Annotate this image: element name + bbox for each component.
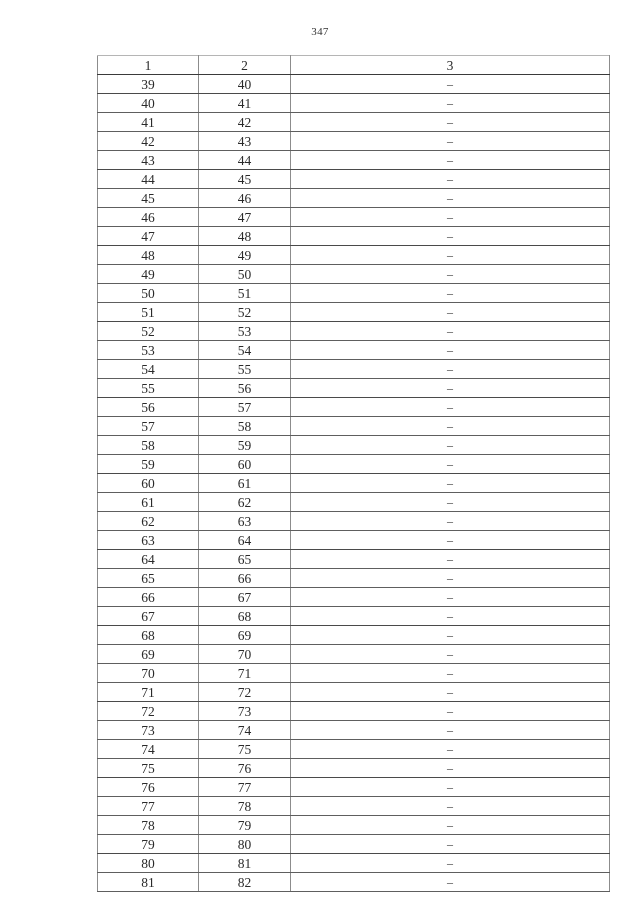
table-cell-col-2: 48 xyxy=(199,227,291,246)
table-cell-col-2: 51 xyxy=(199,284,291,303)
table-row xyxy=(98,208,610,227)
table-cell-col-1: 54 xyxy=(98,360,199,379)
table-row xyxy=(98,645,610,664)
table-row xyxy=(98,835,610,854)
table-cell-col-1: 66 xyxy=(98,588,199,607)
table-cell-col-1: 61 xyxy=(98,493,199,512)
table-cell-col-1: 60 xyxy=(98,474,199,493)
table-cell-col-3: – xyxy=(291,607,610,626)
table-cell-col-2: 68 xyxy=(199,607,291,626)
table-cell-col-1: 57 xyxy=(98,417,199,436)
table-cell-col-3: – xyxy=(291,170,610,189)
table-row xyxy=(98,854,610,873)
table-cell-col-2: 56 xyxy=(199,379,291,398)
table-cell-col-1: 67 xyxy=(98,607,199,626)
table-row xyxy=(98,94,610,113)
table-cell-col-1: 69 xyxy=(98,645,199,664)
table-cell-col-3: – xyxy=(291,94,610,113)
table-row xyxy=(98,265,610,284)
table-row xyxy=(98,569,610,588)
table-cell-col-1: 42 xyxy=(98,132,199,151)
table-cell-col-2: 40 xyxy=(199,75,291,94)
table-cell-col-3: – xyxy=(291,873,610,892)
table-body xyxy=(98,75,610,892)
table-cell-col-2: 61 xyxy=(199,474,291,493)
table-cell-col-3: – xyxy=(291,759,610,778)
table-row xyxy=(98,303,610,322)
table-cell-col-2: 77 xyxy=(199,778,291,797)
table-row xyxy=(98,683,610,702)
table-cell-col-2: 60 xyxy=(199,455,291,474)
table-cell-col-3: – xyxy=(291,113,610,132)
table-row xyxy=(98,588,610,607)
table-row xyxy=(98,607,610,626)
table-cell-col-3: – xyxy=(291,189,610,208)
table-cell-col-2: 49 xyxy=(199,246,291,265)
table-cell-col-3: – xyxy=(291,569,610,588)
table-cell-col-3: – xyxy=(291,493,610,512)
table-cell-col-2: 59 xyxy=(199,436,291,455)
table-cell-col-2: 47 xyxy=(199,208,291,227)
table-cell-col-1: 70 xyxy=(98,664,199,683)
table-row xyxy=(98,664,610,683)
table-row xyxy=(98,132,610,151)
table-cell-col-2: 75 xyxy=(199,740,291,759)
table-cell-col-1: 62 xyxy=(98,512,199,531)
table-cell-col-3: – xyxy=(291,664,610,683)
table-header-row xyxy=(98,56,610,75)
table-cell-col-2: 52 xyxy=(199,303,291,322)
table-cell-col-2: 71 xyxy=(199,664,291,683)
table-row xyxy=(98,778,610,797)
table-cell-col-2: 69 xyxy=(199,626,291,645)
table-cell-col-3: – xyxy=(291,778,610,797)
table-row xyxy=(98,873,610,892)
table-cell-col-2: 82 xyxy=(199,873,291,892)
table-row xyxy=(98,75,610,94)
table-cell-col-2: 55 xyxy=(199,360,291,379)
table-cell-col-1: 44 xyxy=(98,170,199,189)
table-cell-col-1: 73 xyxy=(98,721,199,740)
table-row xyxy=(98,322,610,341)
table-cell-col-1: 79 xyxy=(98,835,199,854)
table-row xyxy=(98,550,610,569)
table-cell-col-3: – xyxy=(291,265,610,284)
table-cell-col-3: – xyxy=(291,854,610,873)
table-row xyxy=(98,227,610,246)
table-row xyxy=(98,189,610,208)
table-row xyxy=(98,246,610,265)
table-cell-col-1: 74 xyxy=(98,740,199,759)
table-cell-col-1: 41 xyxy=(98,113,199,132)
table-cell-col-3: – xyxy=(291,284,610,303)
table-row xyxy=(98,740,610,759)
table-row xyxy=(98,474,610,493)
table-cell-col-3: – xyxy=(291,835,610,854)
table-row xyxy=(98,702,610,721)
table-cell-col-2: 53 xyxy=(199,322,291,341)
table-cell-col-2: 78 xyxy=(199,797,291,816)
table-row xyxy=(98,417,610,436)
table-cell-col-1: 77 xyxy=(98,797,199,816)
page-number: 347 xyxy=(311,26,329,38)
table-row xyxy=(98,797,610,816)
table-cell-col-1: 68 xyxy=(98,626,199,645)
column-header-1: 1 xyxy=(98,56,199,75)
table-cell-col-1: 78 xyxy=(98,816,199,835)
table-cell-col-1: 75 xyxy=(98,759,199,778)
table-cell-col-2: 72 xyxy=(199,683,291,702)
table-cell-col-3: – xyxy=(291,474,610,493)
table-row xyxy=(98,398,610,417)
table-cell-col-1: 71 xyxy=(98,683,199,702)
table-cell-col-1: 80 xyxy=(98,854,199,873)
table-cell-col-3: – xyxy=(291,740,610,759)
table-cell-col-2: 44 xyxy=(199,151,291,170)
table-cell-col-3: – xyxy=(291,360,610,379)
table-cell-col-3: – xyxy=(291,246,610,265)
column-header-3: 3 xyxy=(291,56,610,75)
table-cell-col-1: 45 xyxy=(98,189,199,208)
table-row xyxy=(98,493,610,512)
table-row xyxy=(98,455,610,474)
table-cell-col-1: 63 xyxy=(98,531,199,550)
table-row xyxy=(98,531,610,550)
table-cell-col-3: – xyxy=(291,588,610,607)
table-cell-col-2: 43 xyxy=(199,132,291,151)
table-cell-col-3: – xyxy=(291,398,610,417)
table-cell-col-2: 42 xyxy=(199,113,291,132)
table-row xyxy=(98,626,610,645)
table-cell-col-2: 74 xyxy=(199,721,291,740)
table-cell-col-3: – xyxy=(291,816,610,835)
table-row xyxy=(98,341,610,360)
table-cell-col-3: – xyxy=(291,379,610,398)
table-cell-col-2: 79 xyxy=(199,816,291,835)
table-cell-col-2: 76 xyxy=(199,759,291,778)
table-cell-col-2: 73 xyxy=(199,702,291,721)
table-cell-col-1: 59 xyxy=(98,455,199,474)
table-row xyxy=(98,379,610,398)
table-cell-col-3: – xyxy=(291,322,610,341)
table-cell-col-3: – xyxy=(291,797,610,816)
table-cell-col-1: 65 xyxy=(98,569,199,588)
table-cell-col-3: – xyxy=(291,455,610,474)
table-cell-col-2: 63 xyxy=(199,512,291,531)
table-cell-col-3: – xyxy=(291,531,610,550)
table-cell-col-2: 65 xyxy=(199,550,291,569)
table-cell-col-1: 50 xyxy=(98,284,199,303)
table-cell-col-2: 66 xyxy=(199,569,291,588)
table-cell-col-1: 49 xyxy=(98,265,199,284)
table-cell-col-1: 58 xyxy=(98,436,199,455)
table-cell-col-3: – xyxy=(291,417,610,436)
table-cell-col-1: 64 xyxy=(98,550,199,569)
table-cell-col-1: 76 xyxy=(98,778,199,797)
table-cell-col-1: 51 xyxy=(98,303,199,322)
table-cell-col-1: 39 xyxy=(98,75,199,94)
table-cell-col-2: 62 xyxy=(199,493,291,512)
table-cell-col-2: 50 xyxy=(199,265,291,284)
table-cell-col-2: 81 xyxy=(199,854,291,873)
table-cell-col-1: 81 xyxy=(98,873,199,892)
table-cell-col-1: 40 xyxy=(98,94,199,113)
table-cell-col-1: 52 xyxy=(98,322,199,341)
table-cell-col-3: – xyxy=(291,721,610,740)
table-cell-col-3: – xyxy=(291,227,610,246)
table-cell-col-2: 41 xyxy=(199,94,291,113)
table-cell-col-3: – xyxy=(291,626,610,645)
table-row xyxy=(98,170,610,189)
table-cell-col-3: – xyxy=(291,436,610,455)
table-cell-col-2: 46 xyxy=(199,189,291,208)
column-header-2: 2 xyxy=(199,56,291,75)
table-cell-col-2: 57 xyxy=(199,398,291,417)
table-row xyxy=(98,151,610,170)
table-cell-col-1: 43 xyxy=(98,151,199,170)
table-cell-col-1: 56 xyxy=(98,398,199,417)
data-table xyxy=(97,55,610,892)
table-cell-col-3: – xyxy=(291,550,610,569)
table-row xyxy=(98,284,610,303)
table-cell-col-1: 55 xyxy=(98,379,199,398)
table-row xyxy=(98,436,610,455)
table-cell-col-2: 58 xyxy=(199,417,291,436)
table-cell-col-3: – xyxy=(291,75,610,94)
table-cell-col-1: 48 xyxy=(98,246,199,265)
table-cell-col-3: – xyxy=(291,132,610,151)
table-cell-col-3: – xyxy=(291,208,610,227)
table-cell-col-2: 45 xyxy=(199,170,291,189)
table-cell-col-2: 64 xyxy=(199,531,291,550)
table-row xyxy=(98,816,610,835)
table-cell-col-1: 53 xyxy=(98,341,199,360)
table-row xyxy=(98,113,610,132)
table-cell-col-3: – xyxy=(291,645,610,664)
table-cell-col-3: – xyxy=(291,341,610,360)
table-cell-col-2: 67 xyxy=(199,588,291,607)
table-cell-col-3: – xyxy=(291,683,610,702)
table-cell-col-3: – xyxy=(291,151,610,170)
table-cell-col-3: – xyxy=(291,702,610,721)
table-row xyxy=(98,512,610,531)
table-cell-col-3: – xyxy=(291,512,610,531)
table-cell-col-3: – xyxy=(291,303,610,322)
table-row xyxy=(98,721,610,740)
table-row xyxy=(98,360,610,379)
table-cell-col-1: 72 xyxy=(98,702,199,721)
table-cell-col-2: 54 xyxy=(199,341,291,360)
table-row xyxy=(98,759,610,778)
table-cell-col-2: 70 xyxy=(199,645,291,664)
table-cell-col-2: 80 xyxy=(199,835,291,854)
table-cell-col-1: 46 xyxy=(98,208,199,227)
table-cell-col-1: 47 xyxy=(98,227,199,246)
